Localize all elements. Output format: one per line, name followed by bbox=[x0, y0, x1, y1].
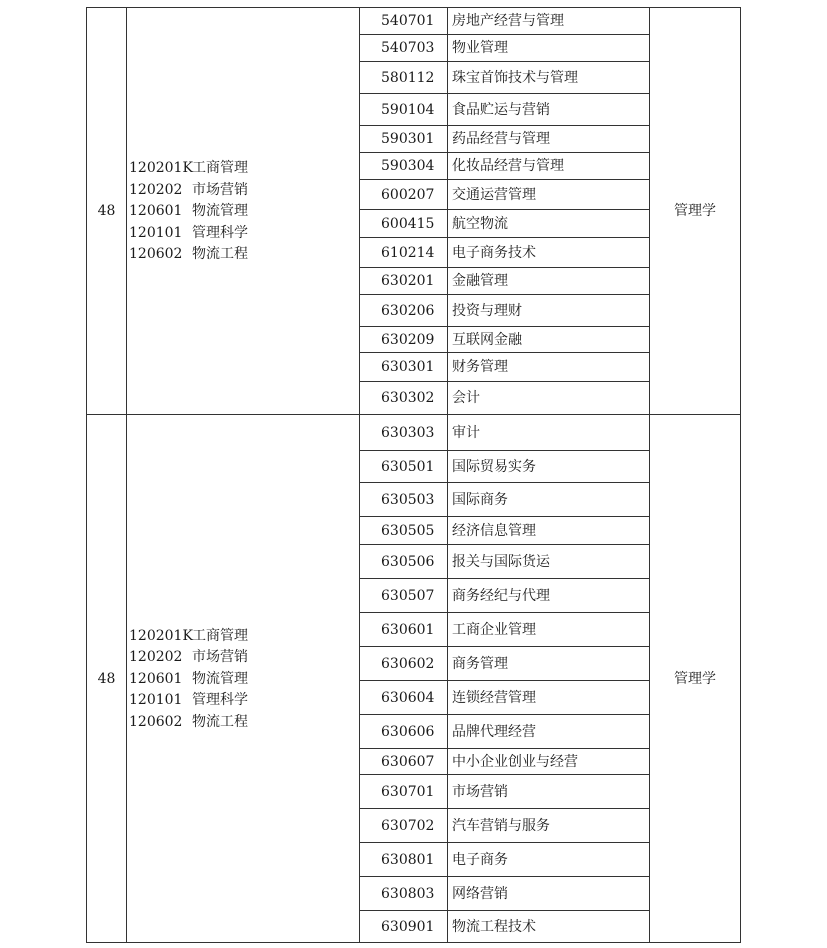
vocational-name: 药品经营与管理 bbox=[448, 126, 650, 153]
undergrad-major bbox=[129, 668, 359, 690]
vocational-code: 630303 bbox=[360, 415, 448, 451]
undergrad-name: 物流管理 bbox=[192, 203, 248, 219]
vocational-code: 600207 bbox=[360, 180, 448, 210]
undergrad-name: 工商管理 bbox=[192, 160, 248, 176]
vocational-code: 630602 bbox=[360, 647, 448, 681]
undergrad-name: 管理科学 bbox=[192, 224, 248, 241]
vocational-code: 630209 bbox=[360, 327, 448, 353]
vocational-name: 物业管理 bbox=[448, 35, 650, 62]
vocational-name: 汽车营销与服务 bbox=[448, 809, 650, 843]
undergrad-name: 管理科学 bbox=[192, 692, 248, 708]
majors-table bbox=[86, 7, 741, 943]
vocational-name: 工商企业管理 bbox=[448, 613, 650, 647]
undergrad-major bbox=[129, 179, 359, 201]
undergrad-code: 120101 bbox=[129, 224, 183, 241]
vocational-code: 630803 bbox=[360, 877, 448, 911]
vocational-code: 630801 bbox=[360, 843, 448, 877]
vocational-name: 航空物流 bbox=[448, 210, 650, 238]
vocational-code: 540703 bbox=[360, 35, 448, 62]
undergrad-code: 120101 bbox=[129, 692, 183, 708]
vocational-code: 610214 bbox=[360, 238, 448, 268]
vocational-code: 630604 bbox=[360, 681, 448, 715]
vocational-name: 房地产经营与管理 bbox=[448, 8, 650, 35]
vocational-name: 物流工程技术 bbox=[448, 911, 650, 943]
undergrad-major bbox=[129, 157, 359, 179]
undergrad-major bbox=[129, 689, 359, 711]
vocational-name: 中小企业创业与经营 bbox=[448, 749, 650, 775]
vocational-name: 食品贮运与营销 bbox=[448, 94, 650, 126]
vocational-name: 连锁经营管理 bbox=[448, 681, 650, 715]
vocational-code: 630507 bbox=[360, 579, 448, 613]
vocational-code: 630506 bbox=[360, 545, 448, 579]
undergrad-code: 120602 bbox=[129, 713, 183, 730]
undergrad-code: 120601 bbox=[129, 670, 183, 687]
vocational-name: 会计 bbox=[448, 382, 650, 415]
vocational-name: 审计 bbox=[448, 415, 650, 451]
vocational-name: 国际贸易实务 bbox=[448, 451, 650, 483]
vocational-name: 投资与理财 bbox=[448, 295, 650, 327]
vocational-name: 网络营销 bbox=[448, 877, 650, 911]
vocational-name: 国际商务 bbox=[448, 483, 650, 517]
undergrad-major bbox=[129, 646, 359, 668]
vocational-name: 市场营销 bbox=[448, 775, 650, 809]
vocational-code: 630505 bbox=[360, 517, 448, 545]
undergrad-major bbox=[129, 222, 359, 244]
vocational-name: 财务管理 bbox=[448, 353, 650, 382]
vocational-name: 交通运营管理 bbox=[448, 180, 650, 210]
undergrad-code: 120601 bbox=[129, 203, 183, 219]
undergrad-name: 市场营销 bbox=[192, 649, 248, 665]
discipline-category: 管理学 bbox=[650, 415, 741, 943]
undergrad-name: 工商管理 bbox=[192, 627, 248, 644]
vocational-code: 630501 bbox=[360, 451, 448, 483]
undergrad-code: 120202 bbox=[129, 649, 183, 665]
vocational-code: 580112 bbox=[360, 62, 448, 94]
undergrad-code: 120202 bbox=[129, 181, 183, 198]
vocational-name: 互联网金融 bbox=[448, 327, 650, 353]
sequence-number: 48 bbox=[87, 415, 127, 943]
vocational-code: 630701 bbox=[360, 775, 448, 809]
vocational-code: 630601 bbox=[360, 613, 448, 647]
vocational-code: 630206 bbox=[360, 295, 448, 327]
discipline-category: 管理学 bbox=[650, 8, 741, 415]
undergrad-major bbox=[129, 711, 359, 733]
undergrad-majors-cell bbox=[127, 8, 360, 415]
undergrad-code: 120602 bbox=[129, 246, 183, 262]
undergrad-majors-cell bbox=[127, 415, 360, 943]
undergrad-major bbox=[129, 625, 359, 647]
vocational-name: 电子商务技术 bbox=[448, 238, 650, 268]
table-row bbox=[87, 8, 741, 35]
vocational-name: 电子商务 bbox=[448, 843, 650, 877]
vocational-code: 540701 bbox=[360, 8, 448, 35]
undergrad-name: 物流工程 bbox=[192, 246, 248, 262]
vocational-code: 630606 bbox=[360, 715, 448, 749]
vocational-name: 商务经纪与代理 bbox=[448, 579, 650, 613]
undergrad-name: 物流管理 bbox=[192, 670, 248, 687]
vocational-code: 630503 bbox=[360, 483, 448, 517]
undergrad-major bbox=[129, 200, 359, 222]
vocational-code: 590301 bbox=[360, 126, 448, 153]
vocational-name: 金融管理 bbox=[448, 268, 650, 295]
vocational-name: 化妆品经营与管理 bbox=[448, 153, 650, 180]
vocational-code: 630607 bbox=[360, 749, 448, 775]
vocational-code: 630901 bbox=[360, 911, 448, 943]
vocational-name: 珠宝首饰技术与管理 bbox=[448, 62, 650, 94]
vocational-name: 报关与国际货运 bbox=[448, 545, 650, 579]
vocational-code: 590304 bbox=[360, 153, 448, 180]
vocational-code: 630302 bbox=[360, 382, 448, 415]
vocational-name: 经济信息管理 bbox=[448, 517, 650, 545]
undergrad-major bbox=[129, 243, 359, 265]
table-row bbox=[87, 415, 741, 451]
vocational-code: 630702 bbox=[360, 809, 448, 843]
vocational-name: 品牌代理经营 bbox=[448, 715, 650, 749]
undergrad-name: 物流工程 bbox=[192, 713, 248, 730]
sequence-number: 48 bbox=[87, 8, 127, 415]
vocational-code: 630201 bbox=[360, 268, 448, 295]
vocational-code: 590104 bbox=[360, 94, 448, 126]
undergrad-code: 120201K bbox=[129, 627, 193, 644]
vocational-code: 600415 bbox=[360, 210, 448, 238]
undergrad-code: 120201K bbox=[129, 160, 193, 176]
vocational-code: 630301 bbox=[360, 353, 448, 382]
vocational-name: 商务管理 bbox=[448, 647, 650, 681]
undergrad-name: 市场营销 bbox=[192, 181, 248, 198]
